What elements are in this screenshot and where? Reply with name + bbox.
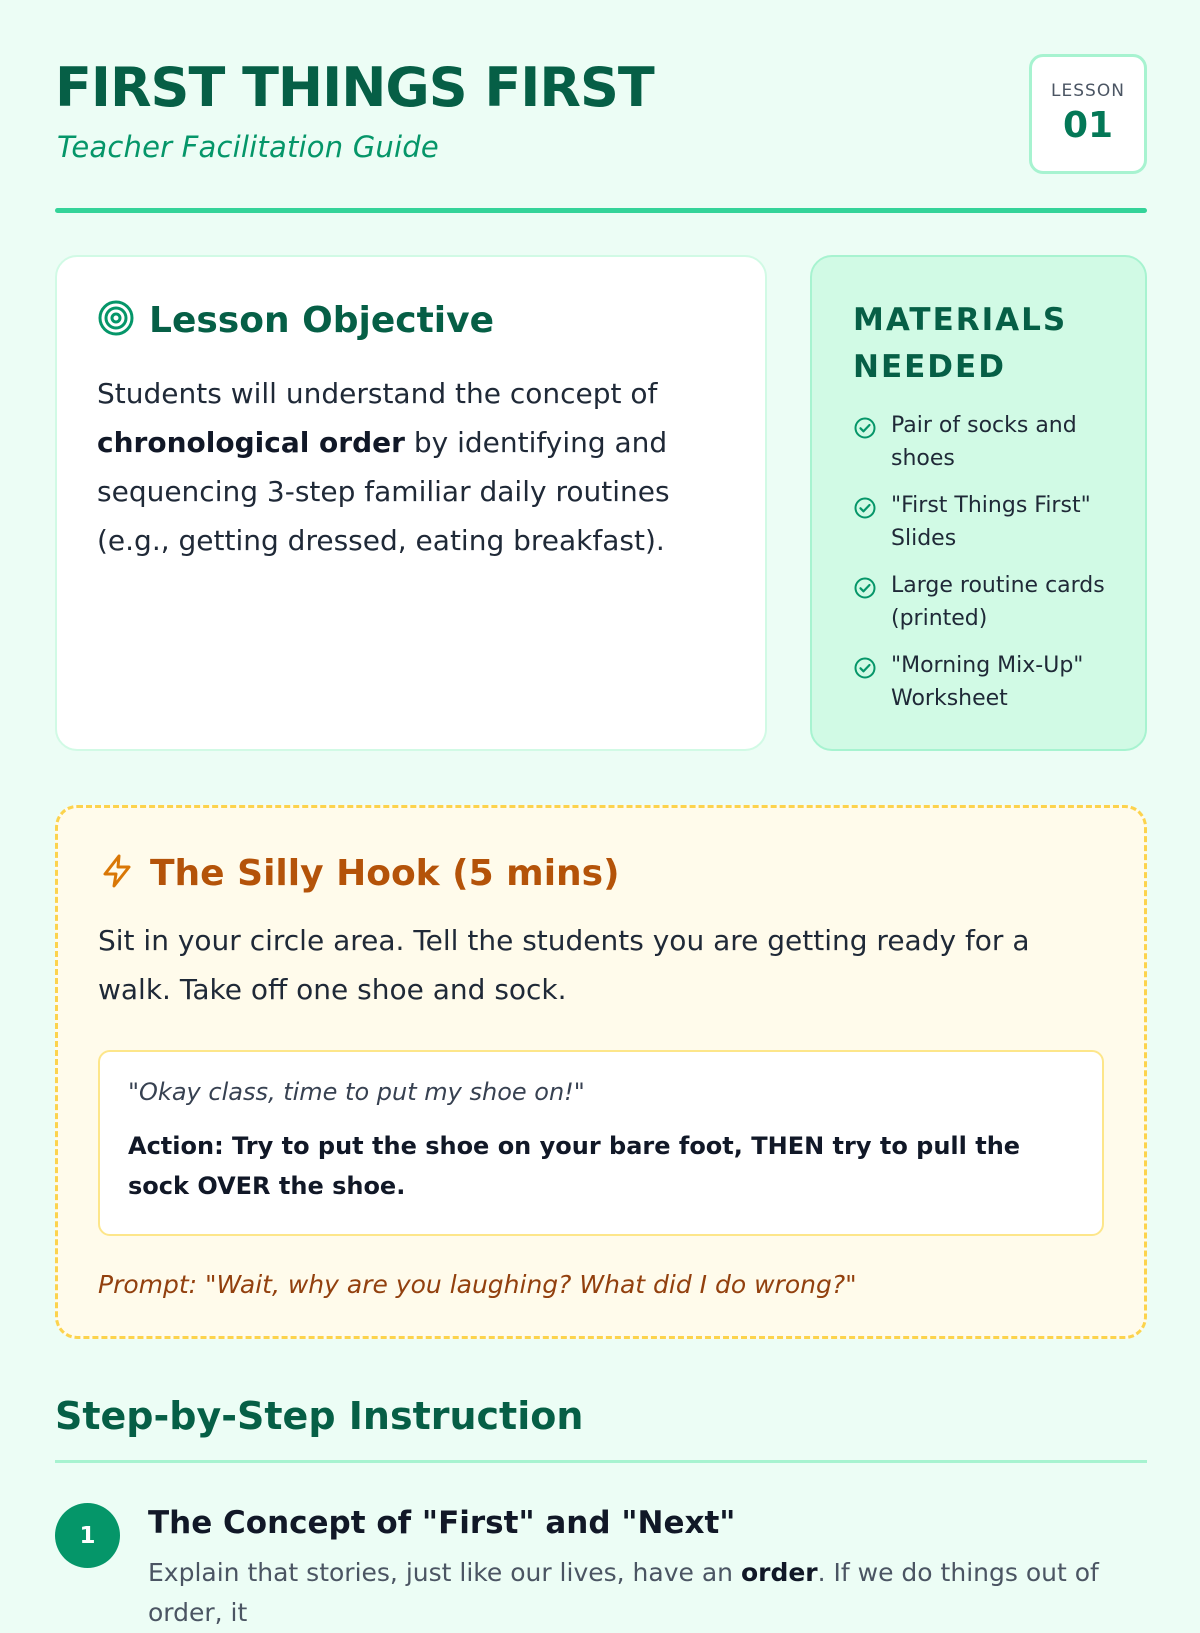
materials-item [853,569,1125,635]
objective-text-bold: chronological order [97,426,405,459]
step-number-badge: 1 [55,1503,120,1568]
objective-text-before: Students will understand the concept of [97,377,658,410]
materials-item-label: Large routine cards (printed) [891,573,1105,631]
hook-heading: The Silly Hook (5 mins) [150,852,620,894]
check-circle-icon [853,576,879,604]
hook-quote: "Okay class, time to put my shoe on!" [128,1078,585,1106]
page-title: FIRST THINGS FIRST [55,56,654,119]
hook-action: Action: Try to put the shoe on your bare foot, THEN try to pull the sock OVER the shoe. [128,1132,1021,1200]
objective-heading: Lesson Objective [149,299,495,341]
materials-item-label: "Morning Mix-Up" Worksheet [891,653,1084,711]
objective-text-after: by identifying and sequencing 3-step familiar daily routines (e.g., getting dressed, eating breakfast). [97,426,670,557]
hook-prompt: Prompt: "Wait, why are you laughing? What did I do wrong?" [98,1270,857,1299]
hook-card [55,805,1147,1339]
materials-item [853,649,1125,715]
target-icon [97,299,135,341]
step-text-before: Explain that stories, just like our lives, have an [148,1558,733,1587]
steps-divider [55,1460,1147,1463]
lesson-badge-number: 01 [1062,105,1114,146]
check-circle-icon [853,656,879,684]
materials-list [853,409,1125,715]
header-divider [55,208,1147,213]
objective-header [97,299,725,341]
materials-item [853,409,1125,475]
check-circle-icon [853,416,879,444]
lesson-badge-label: LESSON [1051,81,1125,101]
materials-heading: MATERIALS NEEDED [853,302,1068,385]
materials-item [853,489,1125,555]
step-text [148,1553,1148,1633]
check-circle-icon [853,496,879,524]
step-text-after: . If we do things out of order, it [148,1558,1099,1627]
materials-item-label: Pair of socks and shoes [891,413,1077,471]
materials-card [810,255,1147,751]
hook-script-box [98,1050,1104,1236]
hook-header [98,852,1104,894]
steps-heading: Step-by-Step Instruction [55,1394,584,1438]
objective-text [97,369,725,565]
lightning-icon [98,852,136,894]
hook-intro: Sit in your circle area. Tell the students you are getting ready for a walk. Take off one shoe and sock. [98,924,1030,1006]
page-header [55,0,1147,218]
step-title: The Concept of "First" and "Next" [148,1505,736,1541]
lesson-badge [1029,54,1147,174]
page-subtitle: Teacher Facilitation Guide [57,130,439,164]
step-text-bold: order [740,1558,818,1587]
objective-card [55,255,767,751]
materials-item-label: "First Things First" Slides [891,493,1091,551]
lesson-guide-page [55,0,1147,1627]
